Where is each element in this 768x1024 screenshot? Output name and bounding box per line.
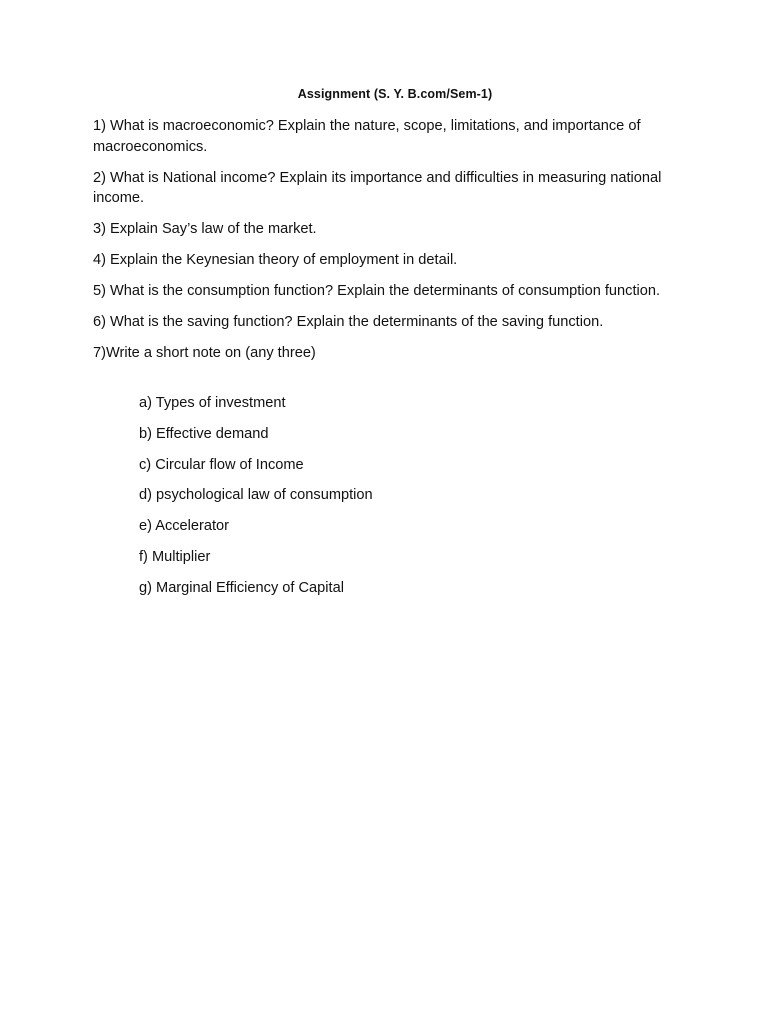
short-note-item: d) psychological law of consumption bbox=[139, 487, 373, 504]
question-item: 3) Explain Say’s law of the market. bbox=[93, 221, 317, 237]
short-note-item: a) Types of investment bbox=[139, 395, 286, 411]
question-item: 4) Explain the Keynesian theory of employment in detail. bbox=[93, 252, 458, 268]
question-item: 5) What is the consumption function? Explain the determinants of consumption function. bbox=[93, 283, 661, 299]
question-item: 2) What is National income? Explain its importance and difficulties in measuring national income. bbox=[93, 169, 662, 206]
short-note-item: c) Circular flow of Income bbox=[139, 456, 304, 473]
question-item: 7)Write a short note on (any three) bbox=[93, 345, 316, 361]
short-note-item: e) Accelerator bbox=[139, 518, 230, 535]
short-note-item: f) Multiplier bbox=[139, 548, 211, 565]
short-note-list bbox=[139, 393, 373, 609]
question-item: 1) What is macroeconomic? Explain the nature, scope, limitations, and importance of macroeconomics. bbox=[93, 118, 641, 155]
short-note-item: g) Marginal Efficiency of Capital bbox=[139, 579, 344, 596]
question-item: 6) What is the saving function? Explain the determinants of the saving function. bbox=[93, 314, 604, 330]
document-title: Assignment (S. Y. B.com/Sem-1) bbox=[297, 87, 493, 101]
short-note-item: b) Effective demand bbox=[139, 425, 269, 442]
question-list bbox=[93, 116, 683, 374]
